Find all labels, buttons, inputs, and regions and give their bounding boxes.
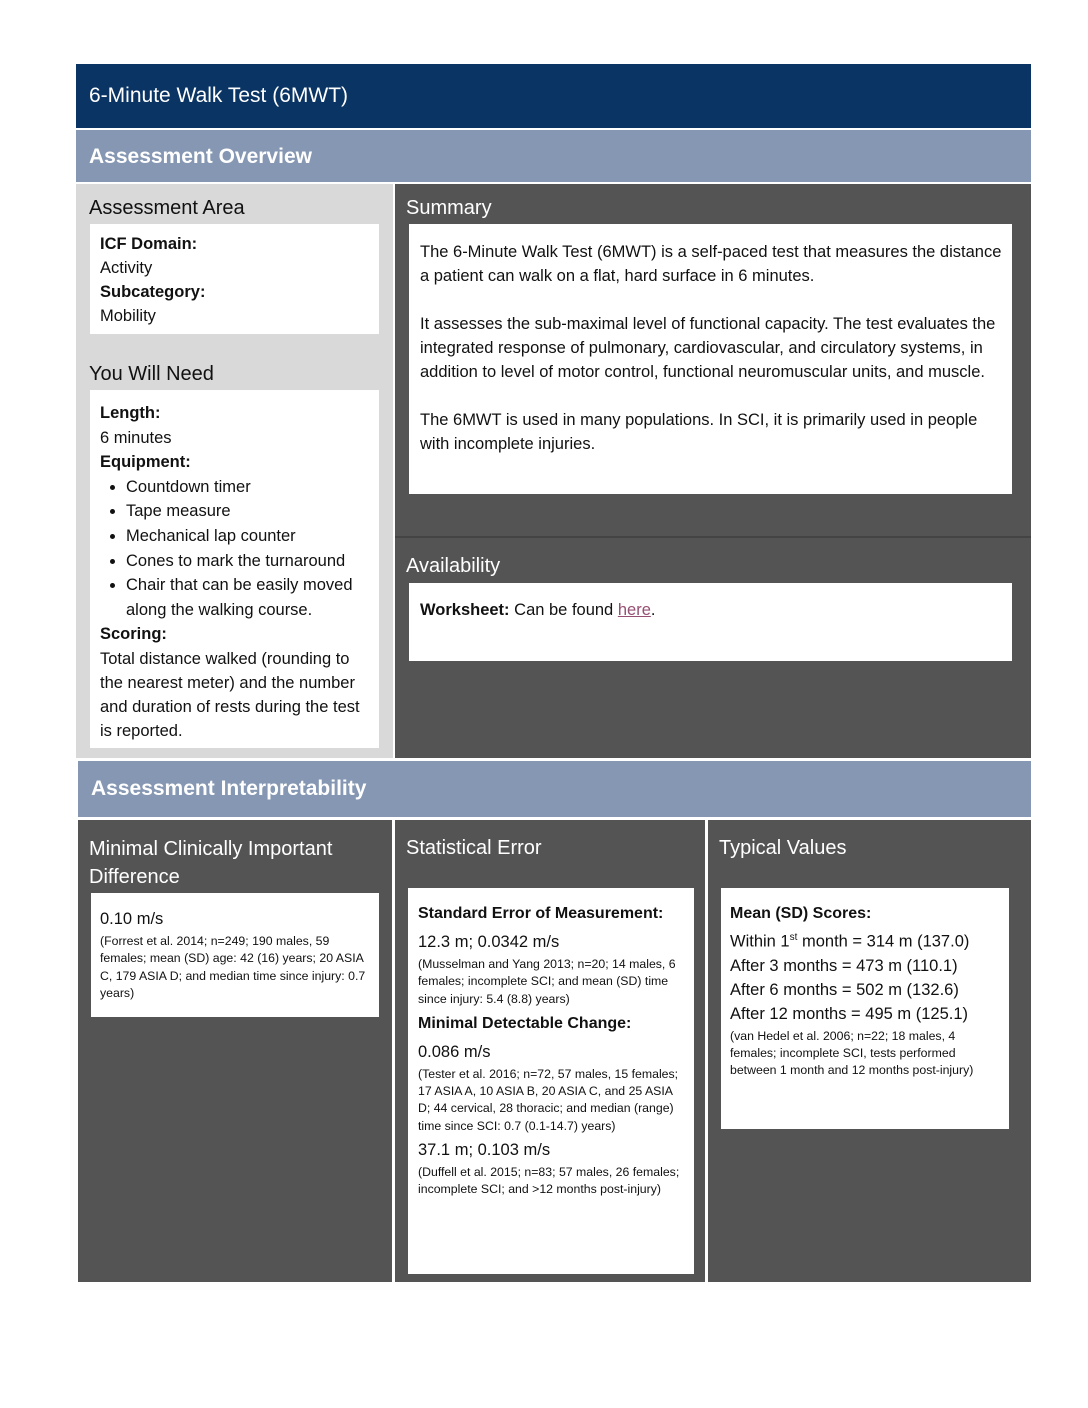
scoring-label: Scoring: xyxy=(100,625,167,644)
page-title: 6-Minute Walk Test (6MWT) xyxy=(89,84,349,107)
mean-sd-label: Mean (SD) Scores: xyxy=(730,905,872,922)
list-item: • Countdown timer xyxy=(126,475,369,500)
you-will-need-card xyxy=(90,390,379,748)
sem-label: Standard Error of Measurement: xyxy=(418,905,664,922)
worksheet-text: Can be found xyxy=(514,601,614,619)
scoring-value: Total distance walked (rounding to the nearest meter) and the number and duration of rests during the test is reported. xyxy=(100,649,360,740)
you-will-need-title: You Will Need xyxy=(89,363,214,385)
mdc-value-2: 37.1 m; 0.103 m/s xyxy=(418,1141,551,1160)
typical-row-3: After 6 months = 502 m (132.6) xyxy=(730,980,959,999)
mcid-title: Minimal Clinically Important Difference xyxy=(89,838,333,888)
assessment-area-card xyxy=(90,224,379,334)
interpretability-header-text: Assessment Interpretability xyxy=(91,777,367,800)
typical-row-1: Within 1st month = 314 m (137.0) xyxy=(730,932,970,951)
list-item: • Mechanical lap counter xyxy=(126,524,369,549)
stat-error-card xyxy=(408,888,694,1274)
typical-citation: (van Hedel et al. 2006; n=22; 18 males, 4 females; incomplete SCI, tests performed between 1 month and 12 months post-injury) xyxy=(730,1028,974,1078)
subcategory-value: Mobility xyxy=(100,307,156,325)
icf-label: ICF Domain: xyxy=(100,235,198,253)
panel-divider xyxy=(395,536,1031,538)
mdc-citation-2: (Duffell et al. 2015; n=83; 57 males, 26 females; incomplete SCI; and >12 months post-injury) xyxy=(418,1165,680,1197)
worksheet-period: . xyxy=(650,601,656,619)
list-item: • Cones to mark the turnaround xyxy=(126,549,369,574)
typical-values-title: Typical Values xyxy=(719,837,847,859)
icf-value: Activity xyxy=(100,259,153,277)
mdc-label: Minimal Detectable Change: xyxy=(418,1014,632,1032)
list-item: • Tape measure xyxy=(126,499,369,524)
subcategory-label: Subcategory: xyxy=(100,283,206,301)
interpretability-section-header xyxy=(78,761,1031,817)
summary-title: Summary xyxy=(406,197,492,219)
equipment-label: Equipment: xyxy=(100,453,191,472)
availability-title: Availability xyxy=(406,555,501,577)
page-title-bar xyxy=(76,64,1031,128)
summary-paragraph-3: The 6MWT is used in many populations. In SCI, it is primarily used in people with incomplete injuries. xyxy=(420,411,978,453)
summary-card xyxy=(409,224,1012,494)
summary-paragraph-1: The 6-Minute Walk Test (6MWT) is a self-paced test that measures the distance a patient can walk on a flat, hard surface in 6 minutes. xyxy=(420,243,1002,285)
mcid-citation: (Forrest et al. 2014; n=249; 190 males, 59 females; mean (SD) age: 42 (16) years; 20 ASIA C, 179 ASIA D; and median time since injury: 0.7 years) xyxy=(100,934,366,1000)
worksheet-link[interactable]: here xyxy=(617,601,651,619)
stat-error-title: Statistical Error xyxy=(406,837,542,859)
sem-value: 12.3 m; 0.0342 m/s xyxy=(418,933,560,951)
overview-section-header xyxy=(76,130,1031,182)
mcid-value: 0.10 m/s xyxy=(100,910,164,928)
overview-header-text: Assessment Overview xyxy=(89,145,312,168)
sem-citation: (Musselman and Yang 2013; n=20; 14 males, 6 females; incomplete SCI; and mean (SD) time since injury: 5.4 (8.8) years) xyxy=(418,957,676,1006)
assessment-area-title: Assessment Area xyxy=(89,197,245,219)
mcid-card xyxy=(91,893,379,1017)
typical-values-card xyxy=(721,888,1009,1129)
typical-row-4: After 12 months = 495 m (125.1) xyxy=(730,1004,969,1023)
worksheet-label: Worksheet: xyxy=(420,601,510,619)
summary-paragraph-2: It assesses the sub-maximal level of functional capacity. The test evaluates the integrated response of pulmonary, cardiovascular, and circulatory systems, in addition to level of motor control, functional neuromuscular units, and muscle. xyxy=(420,315,996,381)
availability-card xyxy=(409,583,1012,661)
mdc-value-1: 0.086 m/s xyxy=(418,1042,491,1061)
mdc-citation-1: (Tester et al. 2016; n=72, 57 males, 15 females; 17 ASIA A, 10 ASIA B, 20 ASIA C, and 25 ASIA D; 44 cervical, 28 thoracic; and median (range) time since SCI: 0.7 (0.1-14.7) years) xyxy=(418,1066,679,1133)
equipment-list xyxy=(100,475,369,623)
list-item: • Chair that can be easily moved along the walking course. xyxy=(126,573,369,622)
length-label: Length: xyxy=(100,404,161,422)
length-value: 6 minutes xyxy=(100,428,172,447)
typical-row-2: After 3 months = 473 m (110.1) xyxy=(730,956,958,975)
